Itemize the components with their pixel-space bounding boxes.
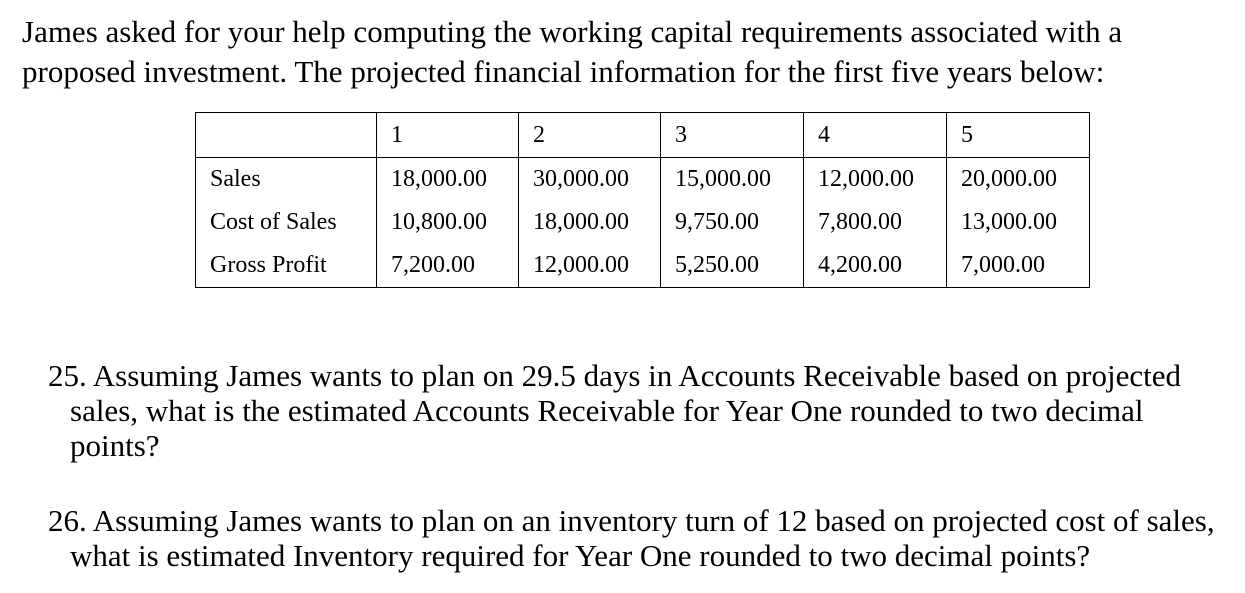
table-cell: 7,800.00 xyxy=(804,201,947,244)
table-cell: 30,000.00 xyxy=(519,158,661,202)
table-row-gross-profit xyxy=(196,244,1090,288)
table-cell: 20,000.00 xyxy=(947,158,1090,202)
table-cell: 10,800.00 xyxy=(377,201,519,244)
table-cell: 12,000.00 xyxy=(519,244,661,288)
table-cell: 12,000.00 xyxy=(804,158,947,202)
header-cell-year-3: 3 xyxy=(661,113,804,158)
question-25-line-3: points? xyxy=(70,428,160,463)
table-row-sales xyxy=(196,158,1090,202)
intro-paragraph xyxy=(22,12,1222,92)
table-header-row xyxy=(196,113,1090,158)
table-cell: 9,750.00 xyxy=(661,201,804,244)
question-25-line-2: sales, what is the estimated Accounts Receivable for Year One rounded to two decimal xyxy=(70,393,1144,428)
question-26-line-1: 26. Assuming James wants to plan on an inventory turn of 12 based on projected cost of sales, xyxy=(48,503,1215,538)
table-cell: 7,000.00 xyxy=(947,244,1090,288)
question-26 xyxy=(48,503,1218,573)
intro-line-1: James asked for your help computing the working capital requirements associated with a xyxy=(22,14,1123,49)
header-cell-year-1: 1 xyxy=(377,113,519,158)
table-cell: 18,000.00 xyxy=(519,201,661,244)
table-cell: 4,200.00 xyxy=(804,244,947,288)
intro-line-2: proposed investment. The projected financial information for the first five years below: xyxy=(22,54,1105,89)
question-25 xyxy=(48,358,1218,463)
header-cell-year-2: 2 xyxy=(519,113,661,158)
header-cell-empty xyxy=(196,113,377,158)
table-row-cost-of-sales xyxy=(196,201,1090,244)
table-cell: 7,200.00 xyxy=(377,244,519,288)
row-label: Gross Profit xyxy=(196,244,377,288)
table-cell: 5,250.00 xyxy=(661,244,804,288)
table-cell: 13,000.00 xyxy=(947,201,1090,244)
question-26-line-2: what is estimated Inventory required for Year One rounded to two decimal points? xyxy=(70,538,1091,573)
table-cell: 18,000.00 xyxy=(377,158,519,202)
row-label: Cost of Sales xyxy=(196,201,377,244)
row-label: Sales xyxy=(196,158,377,202)
financial-table xyxy=(195,112,1090,288)
question-25-line-1: 25. Assuming James wants to plan on 29.5 days in Accounts Receivable based on projected xyxy=(48,358,1182,393)
header-cell-year-5: 5 xyxy=(947,113,1090,158)
header-cell-year-4: 4 xyxy=(804,113,947,158)
table-cell: 15,000.00 xyxy=(661,158,804,202)
